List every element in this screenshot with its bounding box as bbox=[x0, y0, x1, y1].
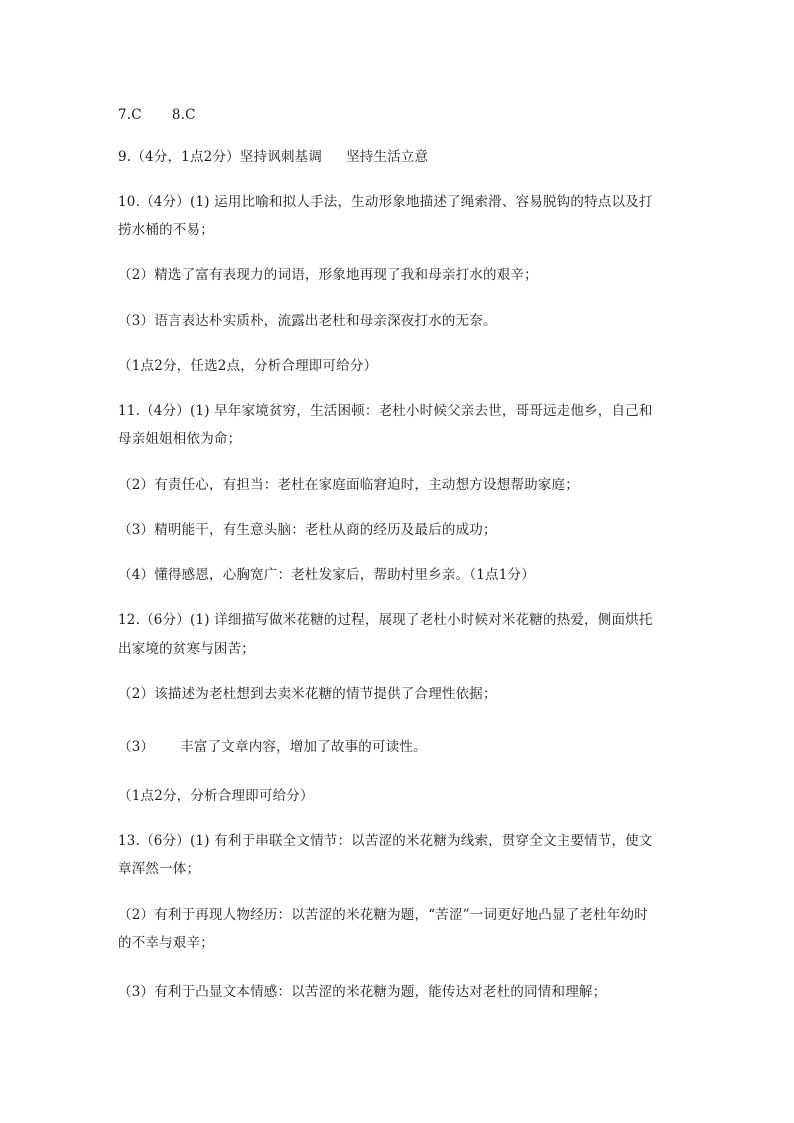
answer-9-part-a: 9.（4分，1点2分）坚持讽刺基调 bbox=[118, 149, 323, 165]
answer-12-point-3-label: （3） bbox=[118, 739, 155, 755]
answer-9 bbox=[118, 148, 678, 166]
answer-10-line-2: 捞水桶的不易； bbox=[118, 222, 214, 238]
answer-12-point-3 bbox=[118, 738, 678, 756]
answer-7-8 bbox=[118, 106, 678, 124]
answer-7: 7.C bbox=[118, 107, 142, 123]
answer-11-line-2: 母亲姐姐相依为命； bbox=[118, 431, 242, 447]
answer-10-point-2: （2）精选了富有表现力的词语，形象地再现了我和母亲打水的艰辛； bbox=[118, 267, 538, 283]
answer-13-point-2-line-1: （2）有利于再现人物经历：以苦涩的米花糖为题，“苦涩”一词更好地凸显了老杜年幼时 bbox=[118, 907, 648, 923]
answer-12-point-3-text: 丰富了文章内容，增加了故事的可读性。 bbox=[180, 739, 427, 755]
answer-13-line-2: 章浑然一体； bbox=[118, 861, 201, 877]
answer-9-part-b: 坚持生活立意 bbox=[346, 149, 429, 165]
answer-13-point-2-line-2: 的不幸与艰辛； bbox=[118, 935, 214, 951]
answer-10-scoring-note: （1点2分，任选2点，分析合理即可给分） bbox=[118, 358, 378, 374]
answer-10-point-3: （3）语言表达朴实质朴，流露出老杜和母亲深夜打水的无奈。 bbox=[118, 313, 497, 329]
answer-12-point-2: （2）该描述为老杜想到去卖米花糖的情节提供了合理性依据； bbox=[118, 686, 497, 702]
answer-11-point-2: （2）有责任心，有担当：老杜在家庭面临窘迫时，主动想方设想帮助家庭； bbox=[118, 477, 579, 493]
answer-10-line-1: 10.（4分）(1) 运用比喻和拟人手法，生动形象地描述了绳索滑、容易脱钩的特点以及打 bbox=[118, 194, 653, 210]
answer-11-point-4: （4）懂得感恩，心胸宽广：老杜发家后，帮助村里乡亲。（1点1分） bbox=[118, 567, 535, 583]
answer-13-point-3: （3）有利于凸显文本情感：以苦涩的米花糖为题，能传达对老杜的同情和理解； bbox=[118, 984, 607, 1000]
answer-8: 8.C bbox=[171, 107, 196, 123]
answer-11-point-3: （3）精明能干，有生意头脑：老杜从商的经历及最后的成功； bbox=[118, 522, 497, 538]
answer-12-line-2: 出家境的贫寒与困苦； bbox=[118, 641, 255, 657]
answer-13-line-1: 13.（6分）(1) 有利于串联全文情节：以苦涩的米花糖为线索，贯穿全文主要情节，使文 bbox=[118, 833, 653, 849]
answer-12-scoring-note: （1点2分，分析合理即可给分） bbox=[118, 788, 314, 804]
answer-11-line-1: 11.（4分）(1) 早年家境贫穷，生活困顿：老杜小时候父亲去世，哥哥远走他乡，自己和 bbox=[118, 403, 653, 419]
answer-12-line-1: 12.（6分）(1) 详细描写做米花糖的过程，展现了老杜小时候对米花糖的热爱，侧面烘托 bbox=[118, 612, 653, 628]
